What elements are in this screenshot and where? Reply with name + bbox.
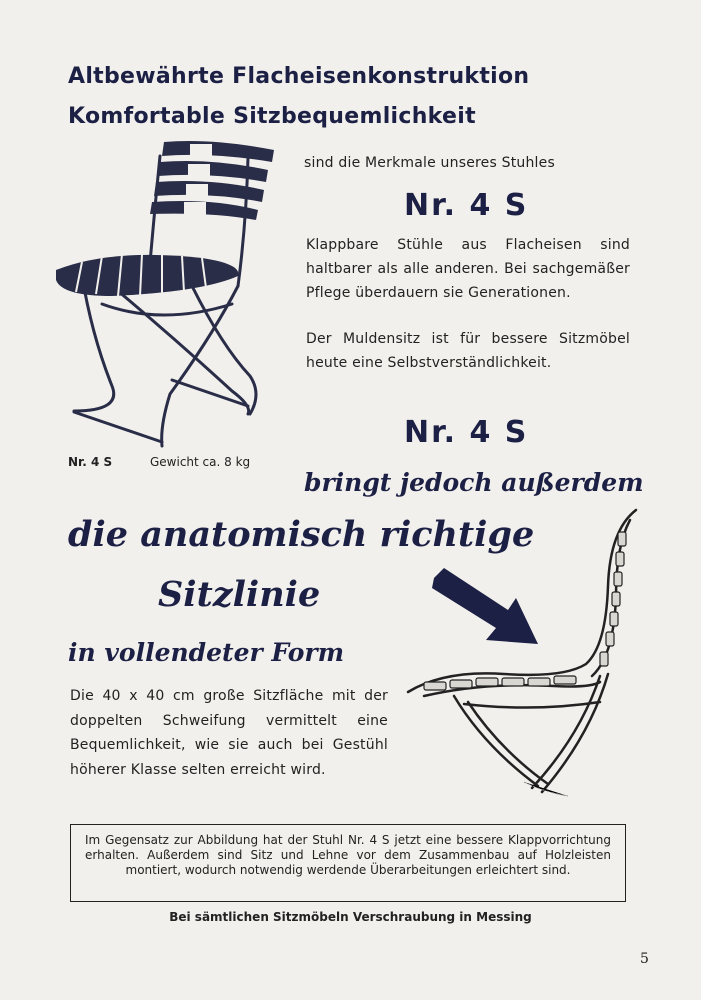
script-line-perfect-form: in vollendeter Form [68, 638, 345, 667]
notice-box [70, 824, 626, 902]
script-line-anatomic: die anatomisch richtige [68, 514, 535, 555]
model-title-top: Nr. 4 S [404, 188, 529, 223]
seat-profile-illustration [404, 506, 644, 798]
notice-text: Im Gegensatz zur Abbildung hat der Stuhl Nr. 4 S jetzt eine bessere Klappvorrichtung erhalten. Außerdem sind Sitz und Lehne vor dem Zusammenbau auf Holzleisten montiert, wodurch notwendig werdende Überarbeitungen erleichtert sind. [85, 833, 611, 877]
paragraph-durability: Klappbare Stühle aus Flacheisen sind haltbarer als alle anderen. Bei sachgemäßer Pflege überdauern sie Generationen. [306, 237, 630, 301]
chair-illustration [52, 136, 282, 454]
intro-text: sind die Merkmale unseres Stuhles [304, 155, 555, 171]
footer-note: Bei sämtlichen Sitzmöbeln Verschraubung in Messing [169, 910, 532, 924]
caption-model: Nr. 4 S [68, 455, 113, 469]
headline-comfort: Komfortable Sitzbequemlichkeit [68, 104, 476, 129]
headline-construction: Altbewährte Flacheisenkonstruktion [68, 64, 530, 89]
model-title-bottom: Nr. 4 S [404, 415, 529, 450]
script-line-besides: bringt jedoch außerdem [304, 468, 644, 497]
paragraph-seat-size: Die 40 x 40 cm große Sitzfläche mit der doppelten Schweifung vermittelt eine Bequemlichkeit, wie sie auch bei Gestühl höherer Klasse selten erreicht wird. [70, 688, 388, 778]
page-number: 5 [640, 951, 649, 967]
caption-weight: Gewicht ca. 8 kg [150, 455, 251, 469]
script-line-seat-line: Sitzlinie [158, 574, 321, 615]
paragraph-trough-seat: Der Muldensitz ist für bessere Sitzmöbel heute eine Selbstverständlichkeit. [306, 331, 630, 371]
